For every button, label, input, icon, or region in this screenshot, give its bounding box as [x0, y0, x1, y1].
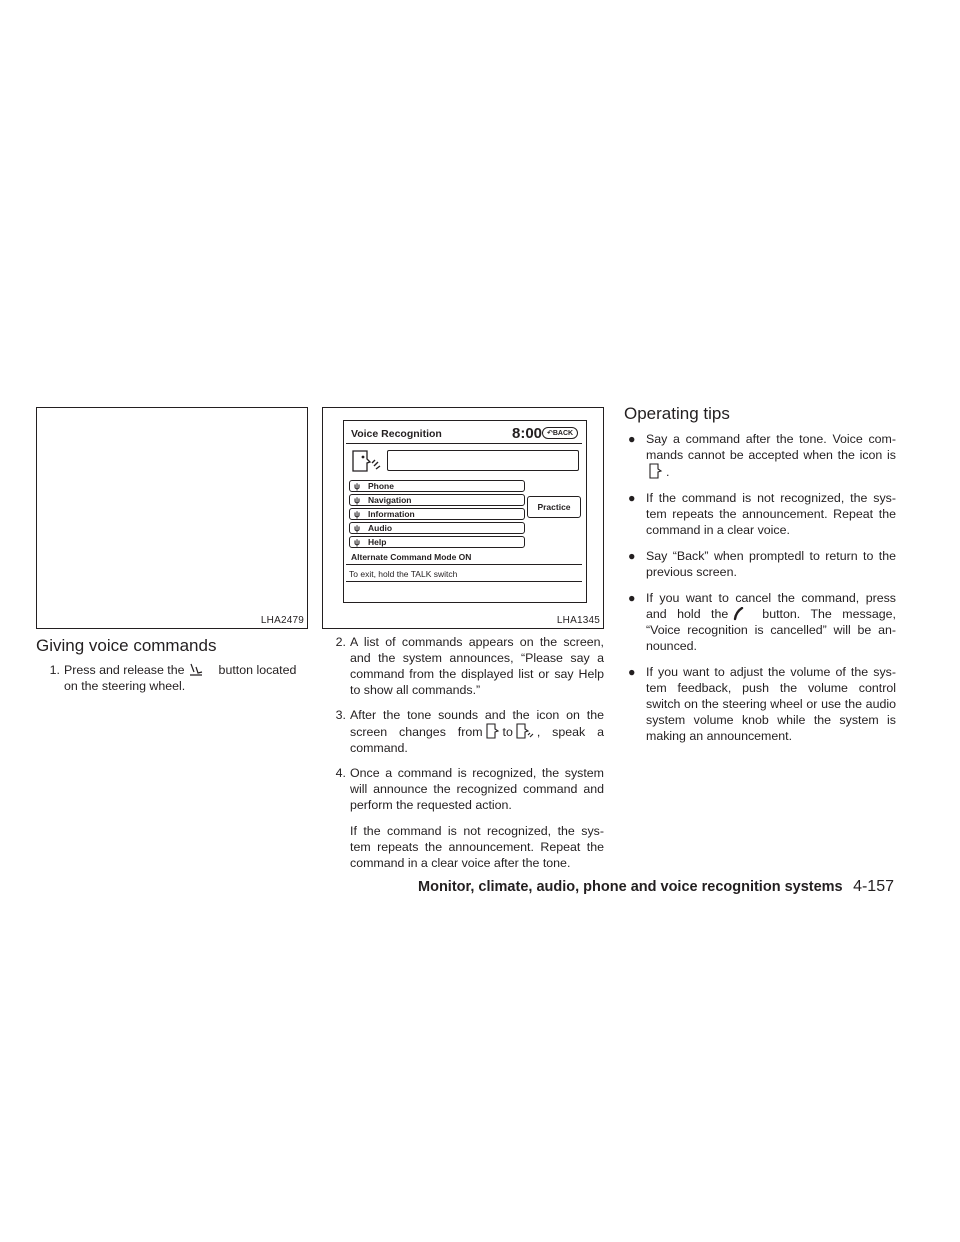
voice-icon: ψ [354, 496, 361, 505]
step-text: Press and release the [64, 663, 185, 677]
menu-item-label: Audio [368, 523, 393, 533]
tip-text: . [666, 465, 670, 479]
back-arrow-icon: ↶ [547, 430, 553, 437]
menu-item-phone[interactable] [349, 480, 525, 492]
menu-item-label: Information [368, 509, 415, 519]
talk-switch-icon [188, 663, 204, 677]
step-list [322, 634, 604, 880]
list-item [624, 431, 896, 480]
list-item [624, 664, 896, 744]
list-item [322, 634, 604, 698]
step-text: After the tone sounds and the icon on the screen changes from [350, 708, 604, 739]
menu-item-navigation[interactable] [349, 494, 525, 506]
voice-icon: ψ [354, 510, 361, 519]
voice-icon: ψ [354, 538, 361, 547]
figure-blank [36, 407, 308, 629]
standby-icon [486, 723, 500, 739]
tip-text: If you want to adjust the volume of the sys- tem feedback, push the volume control switch on the steering wheel or use the audio system volume knob while the system is making an announcement. [646, 665, 896, 743]
step-number: 4. [335, 766, 346, 780]
step-text: to [502, 725, 513, 739]
list-item [624, 490, 896, 538]
section-heading: Operating tips [624, 404, 730, 423]
step-number: 1. [49, 663, 60, 677]
exit-hint: To exit, hold the TALK switch [349, 569, 458, 579]
menu-item-help[interactable] [349, 536, 525, 548]
divider [346, 564, 582, 565]
section-heading: Giving voice commands [36, 636, 217, 655]
bullet: ● [628, 549, 636, 563]
tips-list [624, 431, 896, 754]
talk-switch-icon [731, 607, 747, 621]
list-item [624, 548, 896, 580]
section-title: Monitor, climate, audio, phone and voice recognition systems [418, 879, 843, 895]
menu-item-label: Phone [368, 481, 394, 491]
tip-text: If you want to cancel the command, press and hold the [646, 591, 896, 621]
page-number: 4-157 [853, 878, 894, 895]
talking-head-icon [350, 449, 384, 475]
list-item [36, 662, 308, 694]
list-item [322, 707, 604, 756]
menu-item-label: Help [368, 537, 387, 547]
bullet: ● [628, 591, 636, 605]
figure-voice-screen [322, 407, 604, 629]
listening-icon [516, 723, 534, 739]
list-item [322, 765, 604, 871]
voice-recognition-screen [343, 420, 587, 603]
screen-title: Voice Recognition [351, 428, 442, 440]
page-footer [400, 878, 894, 896]
step-text: Once a command is recognized, the system will announce the recognized command and perform the requested action. [350, 766, 604, 812]
mode-status: Alternate Command Mode ON [351, 552, 472, 562]
back-button[interactable] [542, 427, 578, 439]
tip-text: button. The message, “Voice recognition is cancelled” will be an- nounced. [646, 607, 896, 653]
bullet: ● [628, 491, 636, 505]
list-item [624, 590, 896, 654]
recognized-text-field [387, 450, 579, 471]
menu-item-label: Navigation [368, 495, 412, 505]
step-text: button located on the steering wheel. [64, 663, 297, 693]
figure-code: LHA1345 [556, 615, 600, 626]
step-text: A list of commands appears on the screen, and the system announces, “Please say a command from the displayed list or say Help to show all commands.” [350, 635, 604, 697]
voice-icon: ψ [354, 482, 361, 491]
step-number: 3. [335, 708, 346, 722]
tip-text: Say “Back” when promptedl to return to the previous screen. [646, 549, 896, 579]
step-list [36, 662, 308, 703]
divider [346, 443, 582, 444]
step-number: 2. [335, 635, 346, 649]
standby-icon [649, 463, 663, 479]
bullet: ● [628, 665, 636, 679]
divider [346, 581, 582, 582]
figure-code: LHA2479 [260, 615, 304, 626]
screen-clock: 8:00 [512, 425, 543, 442]
voice-icon: ψ [354, 524, 361, 533]
back-label: BACK [552, 430, 574, 437]
tip-text: Say a command after the tone. Voice com- mands cannot be accepted when the icon is [646, 432, 896, 462]
step-text: , speak a command. [350, 725, 604, 755]
tip-text: If the command is not recognized, the sys- tem repeats the announcement. Repeat the command in a clear voice. [646, 491, 896, 537]
menu-item-information[interactable] [349, 508, 525, 520]
step-note: If the command is not recognized, the sys- tem repeats the announcement. Repeat the command in a clear voice after the tone. [350, 824, 604, 870]
practice-button[interactable]: Practice [527, 496, 581, 518]
bullet: ● [628, 432, 636, 446]
menu-item-audio[interactable] [349, 522, 525, 534]
